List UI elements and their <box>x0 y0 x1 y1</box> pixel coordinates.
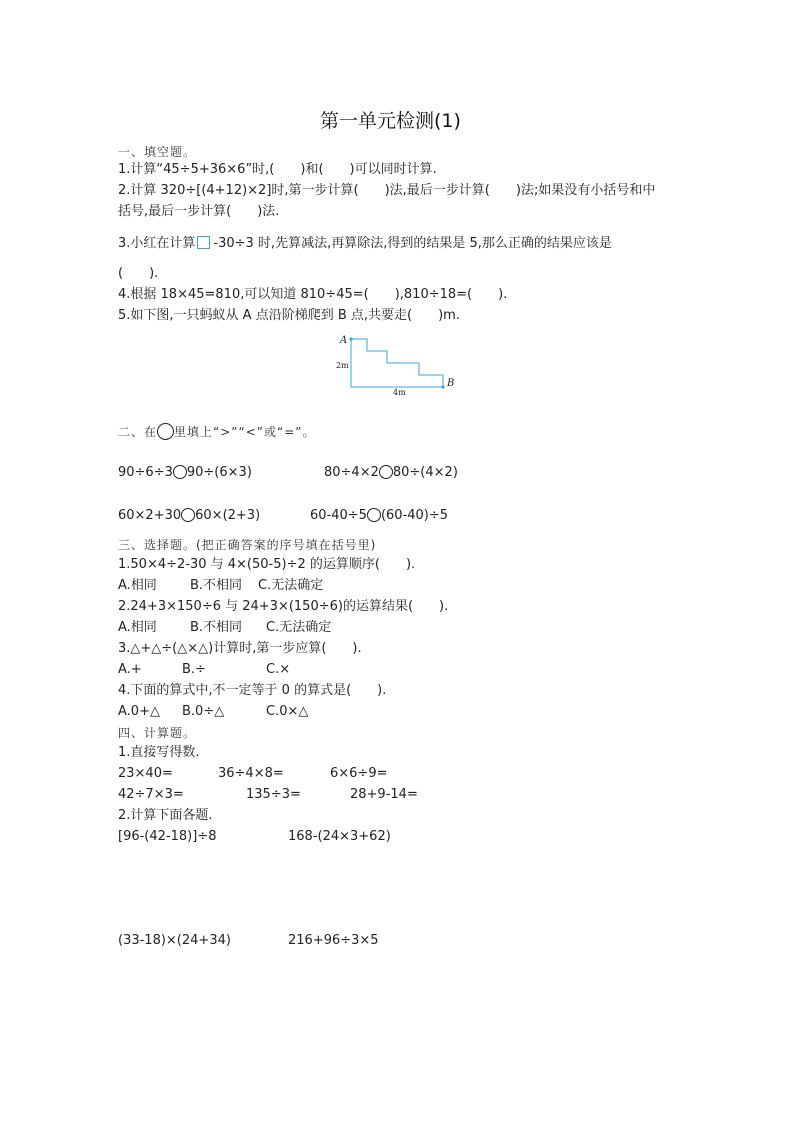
circle-blank-icon <box>157 423 174 440</box>
label-a: A <box>340 335 348 346</box>
compare-left: 60×2+30 <box>118 508 182 523</box>
blank-square-icon <box>197 236 210 249</box>
question-3-3: 3.△+△÷(△×△)计算时,第一步应算( ). <box>118 641 362 656</box>
compare-item-2 <box>324 465 458 481</box>
compare-right: 90÷(6×3) <box>186 465 252 480</box>
section-2-heading-suffix: 里填上“>”“<”或“=”。 <box>174 425 316 439</box>
option-3-3-a: A.+ <box>118 662 142 677</box>
point-a-dot <box>349 337 352 340</box>
option-3-1-b: B.不相同 <box>190 578 243 593</box>
section-3-heading: 三、选择题。(把正确答案的序号填在括号里) <box>118 538 377 552</box>
section-2-heading <box>118 423 315 440</box>
compare-circle-icon[interactable] <box>367 508 381 522</box>
compare-item-4 <box>310 508 448 524</box>
oral-calc-item: 135÷3= <box>246 787 301 802</box>
oral-calc-item: 23×40= <box>118 766 173 781</box>
point-b-dot <box>441 385 444 388</box>
height-label: 2m <box>336 361 349 370</box>
width-label: 4m <box>393 388 406 396</box>
compare-left: 90÷6÷3 <box>118 465 173 480</box>
option-3-3-c: C.× <box>266 662 291 677</box>
calc-problem: 216+96÷3×5 <box>288 933 379 948</box>
question-3-4: 4.下面的算式中,不一定等于 0 的算式是( ). <box>118 683 387 698</box>
question-1-3-suffix: -30÷3 时,先算减法,再算除法,得到的结果是 5,那么正确的结果应该是 <box>213 236 612 251</box>
question-1-3-prefix: 3.小红在计算 <box>118 236 196 251</box>
compare-right: 60×(2+3) <box>195 508 261 523</box>
compare-circle-icon[interactable] <box>379 465 393 479</box>
compare-right: (60-40)÷5 <box>380 508 449 523</box>
option-3-4-c: C.0×△ <box>266 704 309 719</box>
oral-calc-item: 6×6÷9= <box>330 766 388 781</box>
sub-heading-2: 2.计算下面各题. <box>118 808 213 823</box>
option-3-2-a: A.相同 <box>118 620 157 635</box>
compare-circle-icon[interactable] <box>173 465 187 479</box>
compare-left: 60-40÷5 <box>310 508 367 523</box>
question-3-1: 1.50×4÷2-30 与 4×(50-5)÷2 的运算顺序( ). <box>118 557 416 572</box>
calc-problem: (33-18)×(24+34) <box>118 933 231 948</box>
option-3-4-a: A.0+△ <box>118 704 160 719</box>
oral-calc-item: 42÷7×3= <box>118 787 184 802</box>
question-1-1: 1.计算“45÷5+36×6”时,( )和( )可以同时计算. <box>118 162 437 177</box>
question-1-3 <box>118 236 612 252</box>
page-title: 第一单元检测(1) <box>320 110 461 132</box>
compare-right: 80÷(4×2) <box>392 465 458 480</box>
compare-item-3 <box>118 508 260 524</box>
option-3-1-a: A.相同 <box>118 578 157 593</box>
question-1-5: 5.如下图,一只蚂蚁从 A 点沿阶梯爬到 B 点,共要走( )m. <box>118 308 460 323</box>
option-3-1-c: C.无法确定 <box>258 578 324 593</box>
compare-item-1 <box>118 465 252 481</box>
calc-problem: 168-(24×3+62) <box>288 829 391 844</box>
option-3-2-b: B.不相同 <box>190 620 243 635</box>
compare-left: 80÷4×2 <box>324 465 379 480</box>
question-1-2-line1: 2.计算 320÷[(4+12)×2]时,第一步计算( )法,最后一步计算( )法;如果没有小括号和中 <box>118 183 656 198</box>
question-1-2-line2: 括号,最后一步计算( )法. <box>118 204 280 219</box>
section-1-heading: 一、填空题。 <box>118 145 197 159</box>
compare-circle-icon[interactable] <box>181 508 195 522</box>
staircase-figure <box>330 328 470 396</box>
section-4-heading: 四、计算题。 <box>118 726 197 740</box>
question-3-2: 2.24+3×150÷6 与 24+3×(150÷6)的运算结果( ). <box>118 599 449 614</box>
question-1-4: 4.根据 18×45=810,可以知道 810÷45=( ),810÷18=( ). <box>118 287 508 302</box>
staircase-path <box>351 339 443 387</box>
option-3-3-b: B.÷ <box>182 662 206 677</box>
question-1-3-line2: ( ). <box>118 266 159 281</box>
option-3-4-b: B.0÷△ <box>182 704 225 719</box>
label-b: B <box>447 378 455 389</box>
oral-calc-item: 28+9-14= <box>350 787 418 802</box>
calc-problem: [96-(42-18)]÷8 <box>118 829 217 844</box>
section-2-heading-prefix: 二、在 <box>118 425 158 439</box>
option-3-2-c: C.无法确定 <box>266 620 332 635</box>
sub-heading-1: 1.直接写得数. <box>118 745 200 760</box>
oral-calc-item: 36÷4×8= <box>218 766 284 781</box>
